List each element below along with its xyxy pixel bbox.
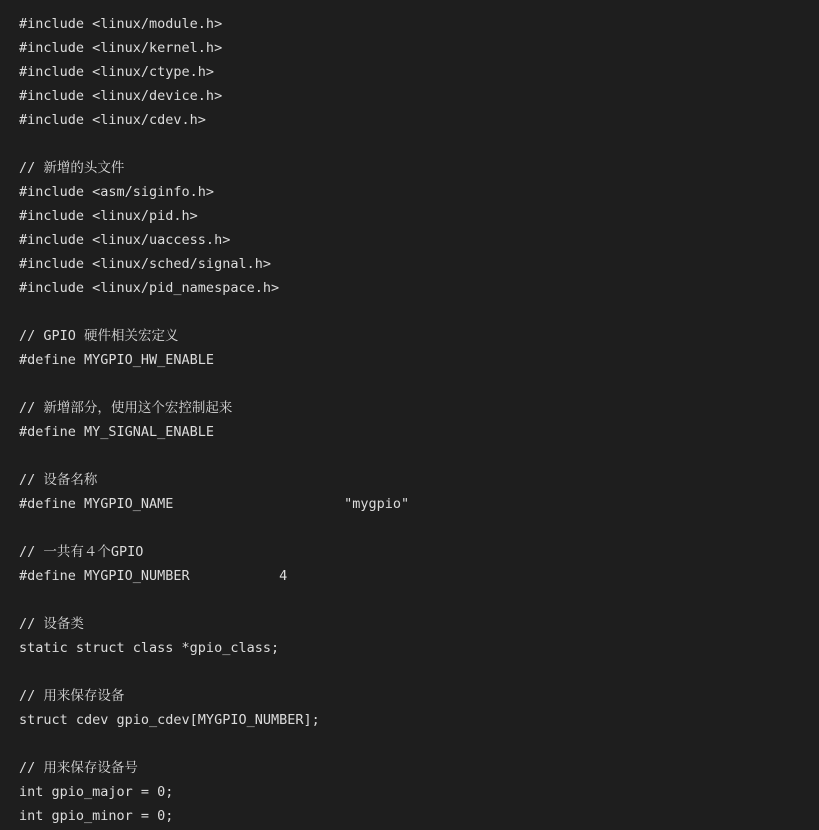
code-comment: // 用来保存设备号 [19, 760, 138, 776]
code-line: #include <linux/uaccess.h> [19, 232, 231, 248]
code-comment: // 一共有４个GPIO [19, 544, 144, 560]
code-comment: // 新增的头文件 [19, 160, 125, 176]
code-line: #define MYGPIO_NAME "mygpio" [19, 496, 410, 512]
code-line: #define MYGPIO_HW_ENABLE [19, 352, 215, 368]
code-comment: // GPIO 硬件相关宏定义 [19, 328, 179, 344]
code-line: #include <linux/sched/signal.h> [19, 256, 271, 272]
code-line: int gpio_major = 0; [19, 784, 174, 800]
code-comment: // 设备名称 [19, 472, 98, 488]
code-line: static struct class *gpio_class; [19, 640, 280, 656]
code-line: #define MY_SIGNAL_ENABLE [19, 424, 215, 440]
code-comment: // 设备类 [19, 616, 84, 632]
code-comment: // 用来保存设备 [19, 688, 125, 704]
code-comment: // 新增部分，使用这个宏控制起来 [19, 400, 233, 416]
code-line [19, 444, 819, 468]
code-line [19, 300, 819, 324]
code-line: #include <linux/pid_namespace.h> [19, 280, 280, 296]
code-line: #include <linux/module.h> [19, 16, 223, 32]
code-line [19, 660, 819, 684]
code-line: #include <linux/cdev.h> [19, 112, 206, 128]
code-line: struct cdev gpio_cdev[MYGPIO_NUMBER]; [19, 712, 320, 728]
code-line: #include <linux/kernel.h> [19, 40, 223, 56]
code-line: #include <asm/siginfo.h> [19, 184, 215, 200]
code-line [19, 372, 819, 396]
code-line [19, 588, 819, 612]
code-line: #include <linux/device.h> [19, 88, 223, 104]
code-line [19, 516, 819, 540]
code-line: int gpio_minor = 0; [19, 808, 174, 824]
code-line: #include <linux/ctype.h> [19, 64, 215, 80]
code-line: #define MYGPIO_NUMBER 4 [19, 568, 288, 584]
code-line: #include <linux/pid.h> [19, 208, 198, 224]
code-line [19, 732, 819, 756]
code-line [19, 132, 819, 156]
